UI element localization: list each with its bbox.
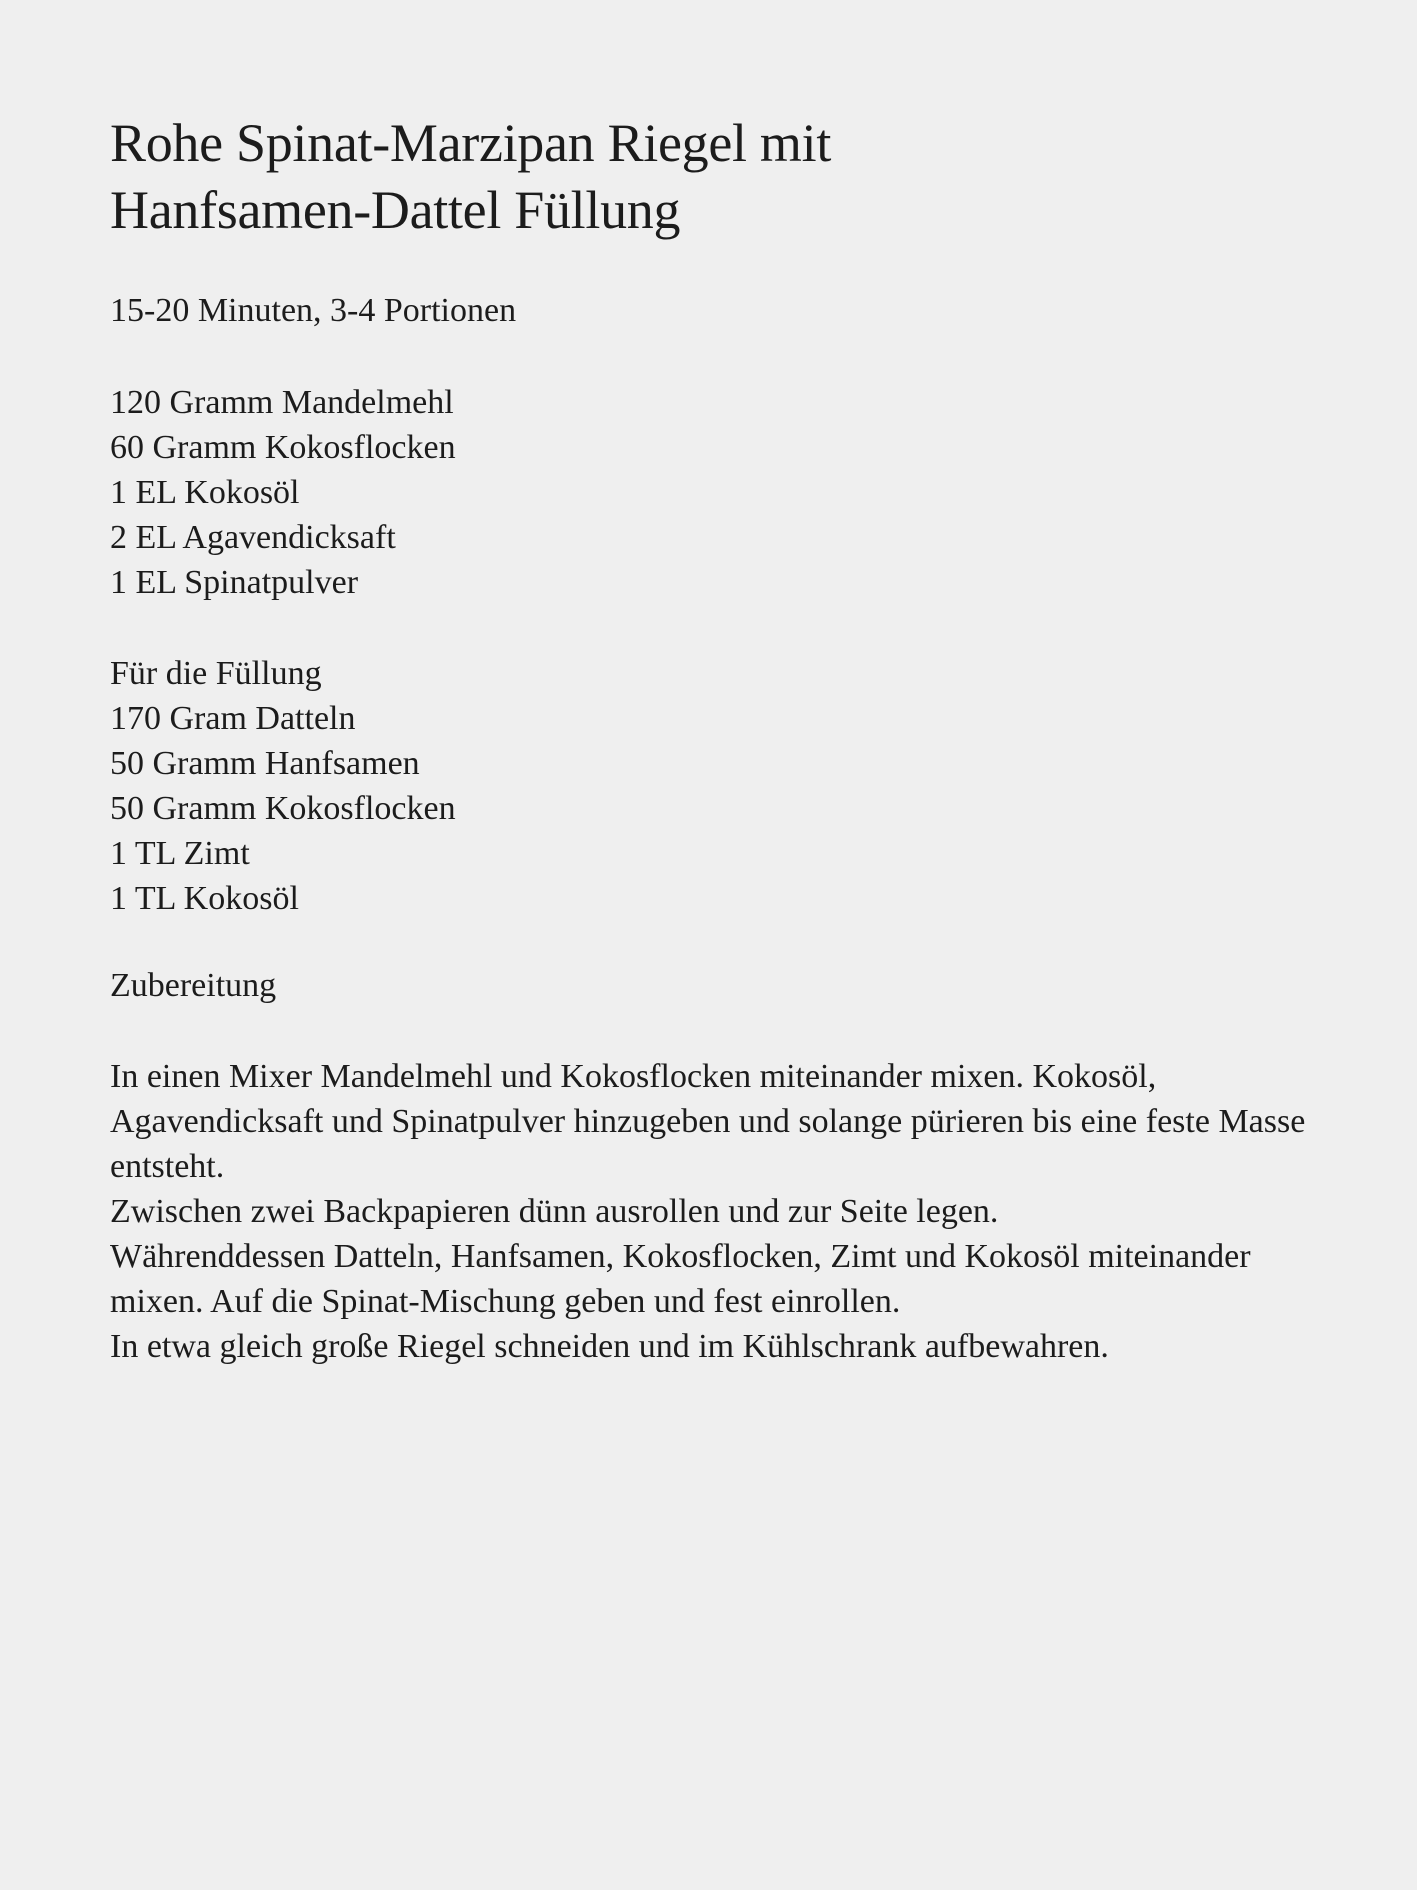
preparation-paragraph: In etwa gleich große Riegel schneiden und im Kühlschrank aufbewahren.: [110, 1328, 1109, 1365]
preparation-paragraph: In einen Mixer Mandelmehl und Kokosflocken miteinander mixen. Kokosöl, Agavendicksaft und Spinatpulver hinzugeben und solange pürieren bis eine feste Masse entsteht.: [110, 1058, 1306, 1185]
ingredient-item: 120 Gramm Mandelmehl: [110, 384, 454, 421]
filling-item: 1 TL Zimt: [110, 835, 250, 872]
preparation-text: [110, 1054, 1340, 1369]
filling-heading: Für die Füllung: [110, 655, 322, 692]
recipe-meta: 15-20 Minuten, 3-4 Portionen: [110, 292, 517, 329]
recipe-title-line: Hanfsamen-Dattel Füllung: [110, 180, 681, 240]
preparation-heading: Zubereitung: [110, 967, 277, 1004]
ingredient-item: 60 Gramm Kokosflocken: [110, 429, 456, 466]
filling-list: [110, 651, 456, 921]
recipe-title: [110, 110, 831, 244]
ingredient-item: 2 EL Agavendicksaft: [110, 519, 396, 556]
filling-item: 50 Gramm Kokosflocken: [110, 790, 456, 827]
filling-item: 50 Gramm Hanfsamen: [110, 745, 420, 782]
recipe-title-line: Rohe Spinat-Marzipan Riegel mit: [110, 113, 832, 173]
preparation-paragraph: Währenddessen Datteln, Hanfsamen, Kokosflocken, Zimt und Kokosöl miteinander mixen. Auf die Spinat-Mischung geben und fest einrollen.: [110, 1238, 1251, 1320]
filling-item: 170 Gram Datteln: [110, 700, 356, 737]
ingredient-list: [110, 380, 456, 605]
ingredient-item: 1 EL Kokosöl: [110, 474, 300, 511]
preparation-paragraph: Zwischen zwei Backpapieren dünn ausrollen und zur Seite legen.: [110, 1193, 999, 1230]
ingredient-item: 1 EL Spinatpulver: [110, 564, 359, 601]
filling-item: 1 TL Kokosöl: [110, 880, 299, 917]
